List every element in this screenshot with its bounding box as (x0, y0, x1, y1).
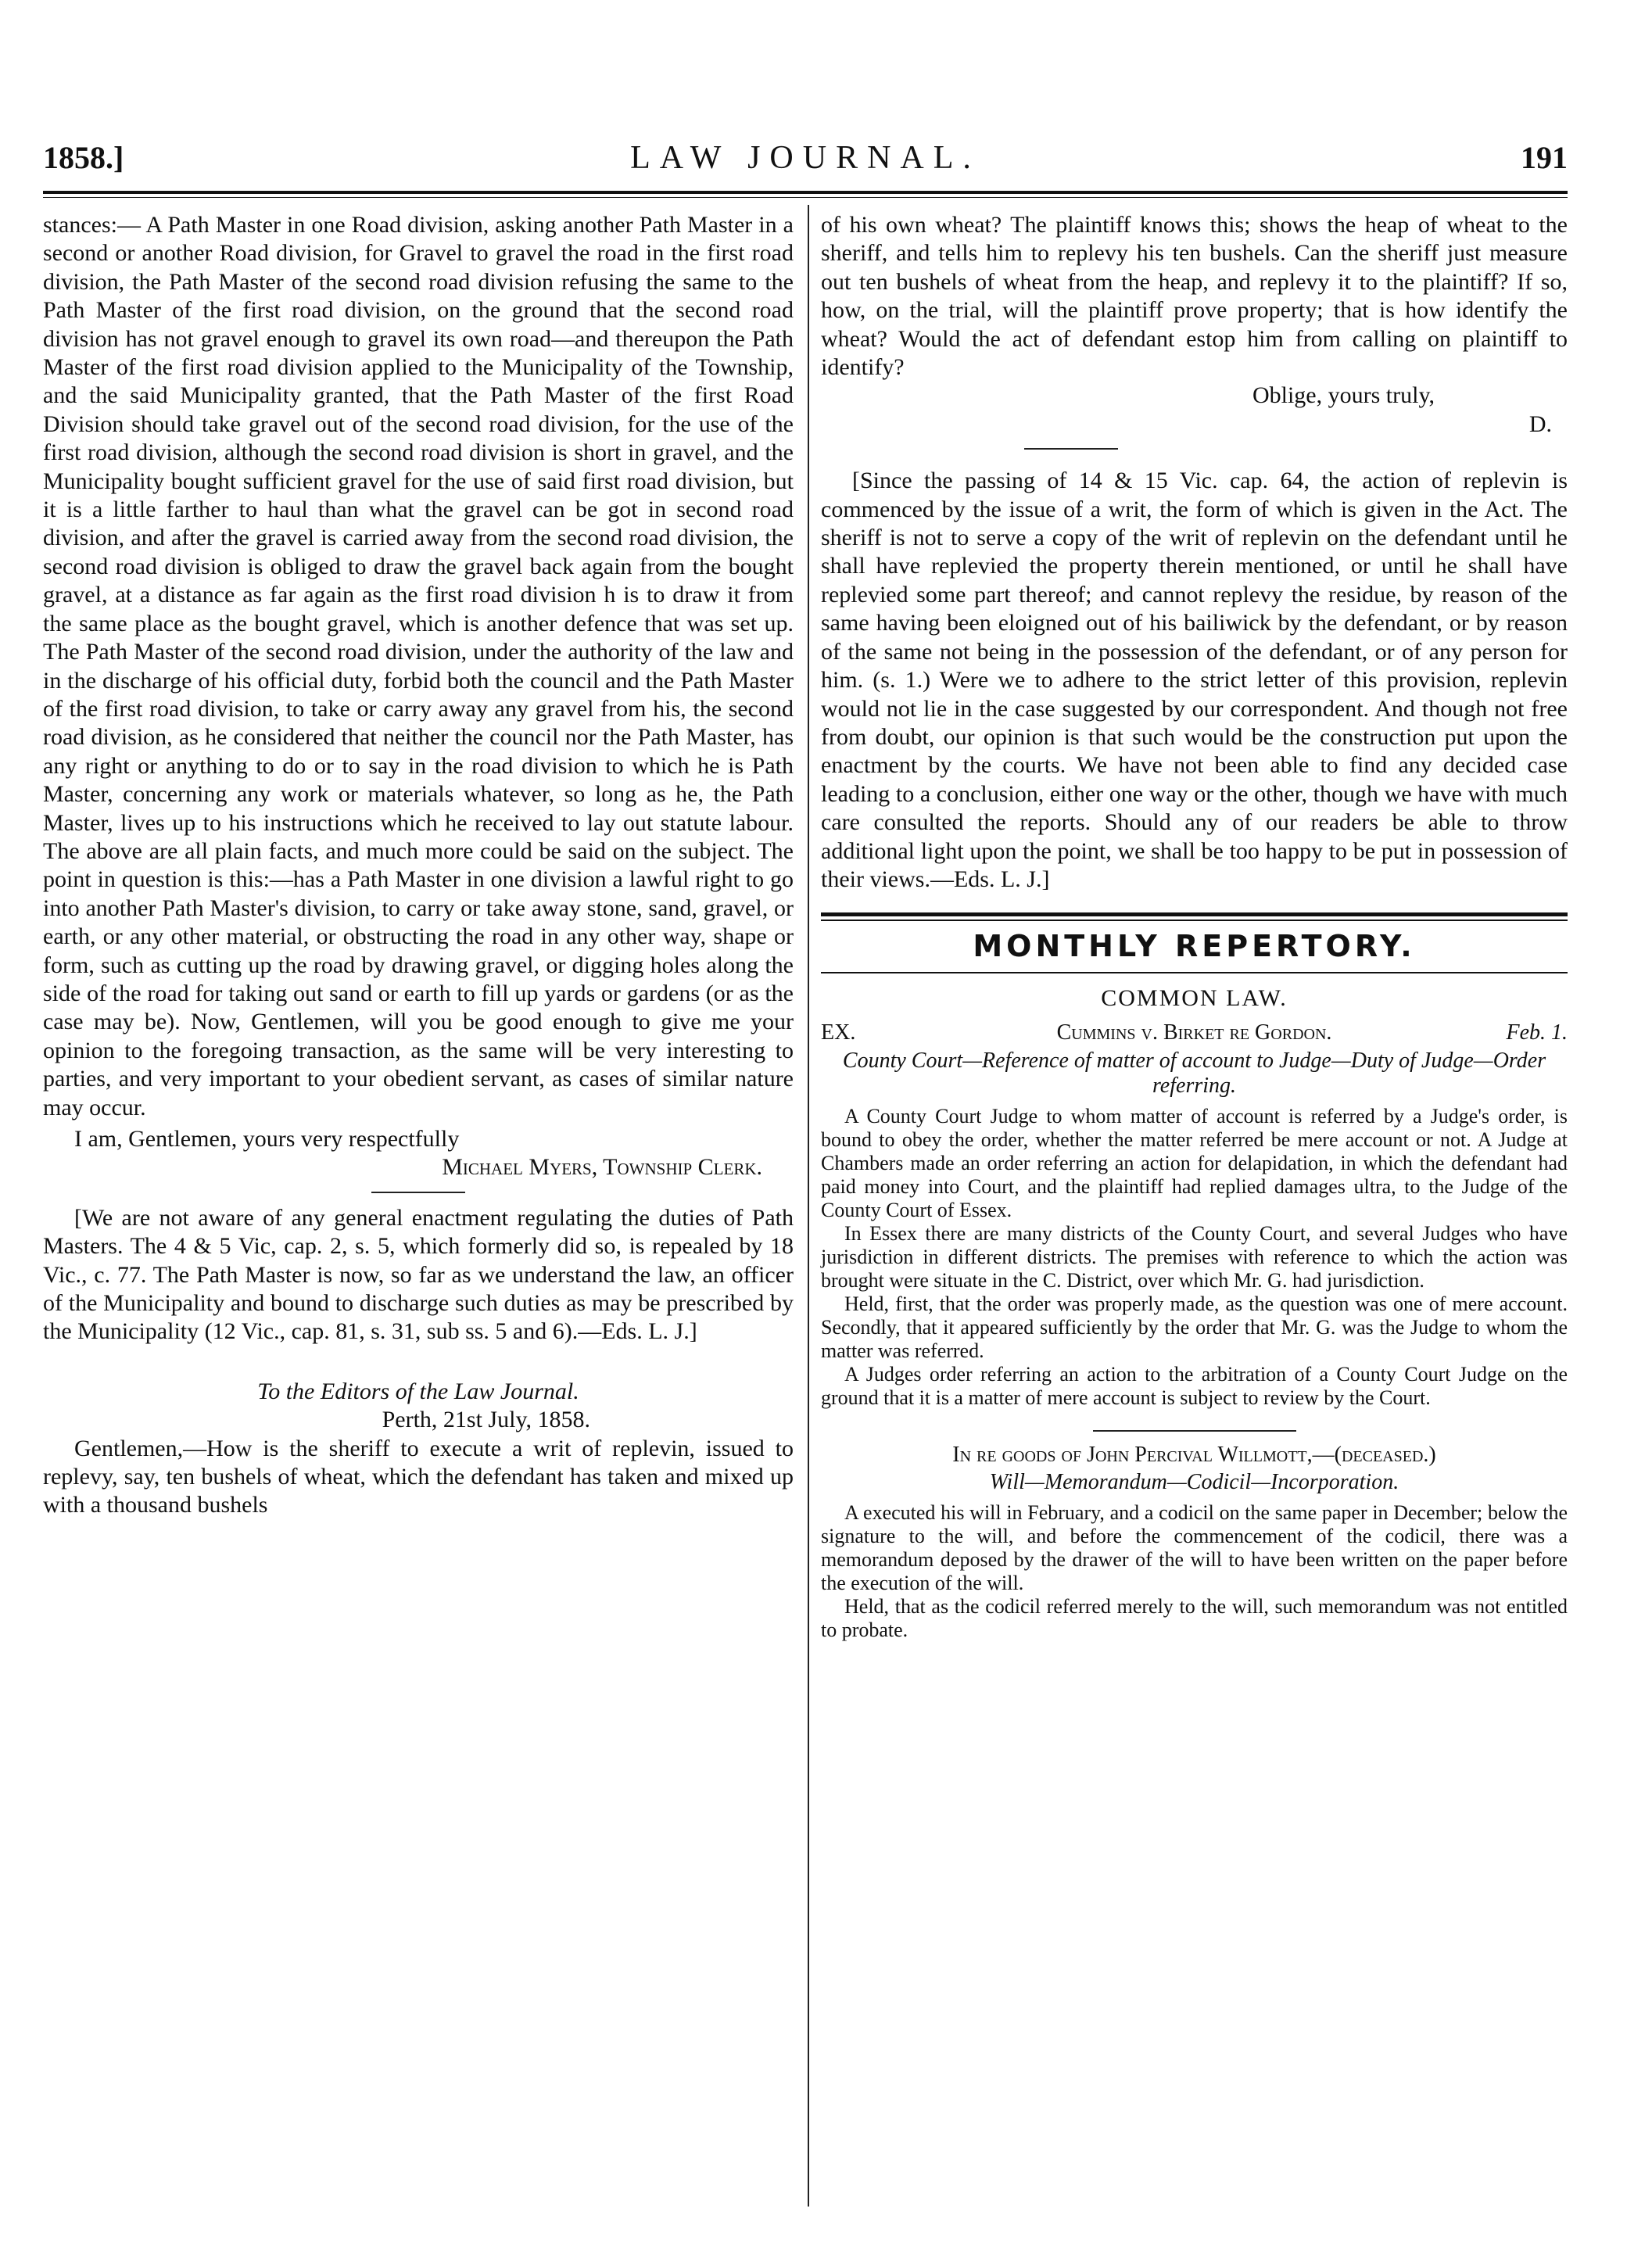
case-separator-rule (1093, 1430, 1296, 1432)
editors-reply-right: [Since the passing of 14 & 15 Vic. cap. 64, the action of replevin is commenced by the issue of a writ, the form of which is given in the Act. The sheriff is not to serve a copy of the writ of replevin on the defendant until he shall have replevied the property therein mentioned, or until he shall have replevied some part thereof; and cannot replevy the residue, by reason of the same having been eloigned out of his bailiwick by the defendant, or by reason of the same not being in the possession of the defendant, or of any person for him. (s. 1.) Were we to adhere to the strict letter of this provision, replevin would not lie in the case suggested by our correspondent. And though not free from doubt, our opinion is that such would be the construction put upon the enactment by the courts. We have not been able to find any decided case leading to a conclusion, either one way or the other, though we have with much care consulted the reports. Should any of our readers be able to throw additional light upon the point, we shall be too happy to be put in possession of their views.—Eds. L. J.] (821, 468, 1568, 892)
letter-closing: I am, Gentlemen, yours very respectfully (74, 1126, 460, 1152)
case2-paragraph: A executed his will in February, and a codicil on the same paper in December; below the signature to the will, and before the commencement of the codicil, there was a memorandum deposed by the drawer of the will to have been written on the paper before the execution of the will. (821, 1500, 1568, 1594)
case1-report (821, 1105, 1568, 1410)
letter-closing-right: Oblige, yours truly, (1252, 382, 1435, 409)
address-heading: To the Editors of the Law Journal. (257, 1378, 579, 1404)
letter-continued: of his own wheat? The plaintiff knows this; shows the heap of wheat to the sheriff, and tells him to replevy his ten bushels. Can the sheriff just measure out ten bushels of wheat from the heap, and replevy it to the plaintiff? If so, how, on the trial, will the plaintiff prove property; that is how identify the wheat? Would the act of defendant estop him from calling on plaintiff to identify? (821, 212, 1568, 381)
case2-paragraph: Held, that as the codicil referred merely to the will, such memorandum was not entitled to probate. (821, 1594, 1568, 1641)
case1-line (821, 1019, 1568, 1049)
letter-signature-right: D. (1528, 410, 1552, 437)
page-header (43, 139, 1568, 186)
column-divider (808, 205, 809, 2207)
case2-name: In re goods of John Percival Willmott,—(deceased.) (952, 1443, 1436, 1468)
case1-paragraph: Held, first, that the order was properly made, as the question was one of mere account. Secondly, that it appeared sufficiently by the order that Mr. G. was the Judge to whom the matter was referred. (821, 1292, 1568, 1363)
subsection-title: COMMON LAW. (1101, 984, 1288, 1011)
page-number: 191 (1521, 140, 1568, 175)
separator-rule-right (1024, 448, 1118, 450)
right-column (821, 211, 1568, 1642)
header-rule (43, 191, 1568, 194)
case2-report (821, 1501, 1568, 1642)
case1-name: Cummins v. Birket re Gordon. (1056, 1020, 1332, 1045)
left-column (43, 211, 794, 1520)
section-rule-under (821, 972, 1568, 973)
case1-heading: County Court—Reference of matter of account to Judge—Duty of Judge—Order referring. (842, 1049, 1546, 1099)
section-rule-thick (821, 912, 1568, 916)
case1-court: EX. (821, 1020, 856, 1045)
second-letter-start: Gentlemen,—How is the sheriff to execute a writ of replevin, issued to replevy, say, ten bushels of wheat, which the defendant has taken and mixed up with a thousand bushels (43, 1435, 794, 1518)
journal-title: LAW JOURNAL. (630, 140, 980, 176)
section-title: MONTHLY REPERTORY. (973, 929, 1416, 964)
header-rule-thin (43, 197, 1568, 198)
letter-body: stances:— A Path Master in one Road division, asking another Path Master in a second or another Road division, for Gravel to gravel the road in the first road division, the Path Master of the second road division refusing the same to the Path Master of the first road division, on the ground that the second road division has not gravel enough to gravel its own road—and thereupon the Path Master of the first road division applied to the Municipality of the Township, and the said Municipality granted, that the Path Master of the first Road Division should take gravel out of the second road division, for the use of the first road division, although the second road division is short in gravel, and the Municipality bought sufficient gravel for the use of said first road division, but it is a little farther to haul than what the gravel can be got in second road division, and after the gravel is carried away from the second road division, the second road division is obliged to draw the gravel back again from the bought gravel, at a distance as far again as the first road division h is to draw it from the same place as the bought gravel, which is another defence that was set up. The Path Master of the second road division, under the authority of the law and in the discharge of his official duty, forbid both the council and the Path Master of the first road division, to take or carry away any gravel from his, the second road division, as he considered that neither the council nor the Path Master, has any right or anything to do or to say in the road division to which he is Path Master, concerning any work or materials whatever, so long as he, the Path Master, lives up to his instructions which he received to lay out statute labour. The above are all plain facts, and much more could be said on the subject. The point in question is this:—has a Path Master in one division a lawful right to go into another Path Master's division, to carry or take away stone, sand, gravel, or earth, or any other material, or obstructing the road in any other way, shape or form, such as cutting up the road by drawing gravel, or digging holes along the side of the road for taking out sand or earth to fill up yards or gardens (or as the case may be). Now, Gentlemen, will you be good enough to give me your opinion to the foregoing transaction, as the same will be very interesting to parties, and very important to your obedient servant, as cases of similar nature may occur. (43, 212, 794, 1120)
case1-paragraph: A Judges order referring an action to the arbitration of a County Court Judge on the ground that it is a matter of mere account is subject to review by the Court. (821, 1363, 1568, 1410)
case1-date: Feb. 1. (1506, 1020, 1568, 1045)
section-rule-thin (821, 920, 1568, 921)
case2-heading: Will—Memorandum—Codicil—Incorporation. (989, 1469, 1399, 1494)
separator-rule (371, 1192, 465, 1193)
dateline: Perth, 21st July, 1858. (382, 1407, 590, 1433)
case1-paragraph: In Essex there are many districts of the County Court, and several Judges who have jurisdiction in different districts. The premises with reference to which the action was brought were situate in the C. District, over which Mr. G. had jurisdiction. (821, 1222, 1568, 1292)
letter-signature: Michael Myers, Township Clerk. (442, 1154, 762, 1181)
editors-reply: [We are not aware of any general enactment regulating the duties of Path Masters. The 4 & 5 Vic, cap. 2, s. 5, which formerly did so, is repealed by 18 Vic., c. 77. The Path Master is now, so far as we understand the law, an officer of the Municipality and bound to discharge such duties as may be prescribed by the Municipality (12 Vic., cap. 81, s. 31, sub ss. 5 and 6).—Eds. L. J.] (43, 1204, 794, 1345)
header-year: 1858.] (43, 140, 124, 175)
case1-paragraph: A County Court Judge to whom matter of account is referred by a Judge's order, is bound to obey the order, whether the matter referred be mere account or not. A Judge at Chambers made an order referring an action for delapidation, in which the defendant had paid money into Court, and the plaintiff had replied damages ultra, to the Judge of the County Court of Essex. (821, 1105, 1568, 1222)
